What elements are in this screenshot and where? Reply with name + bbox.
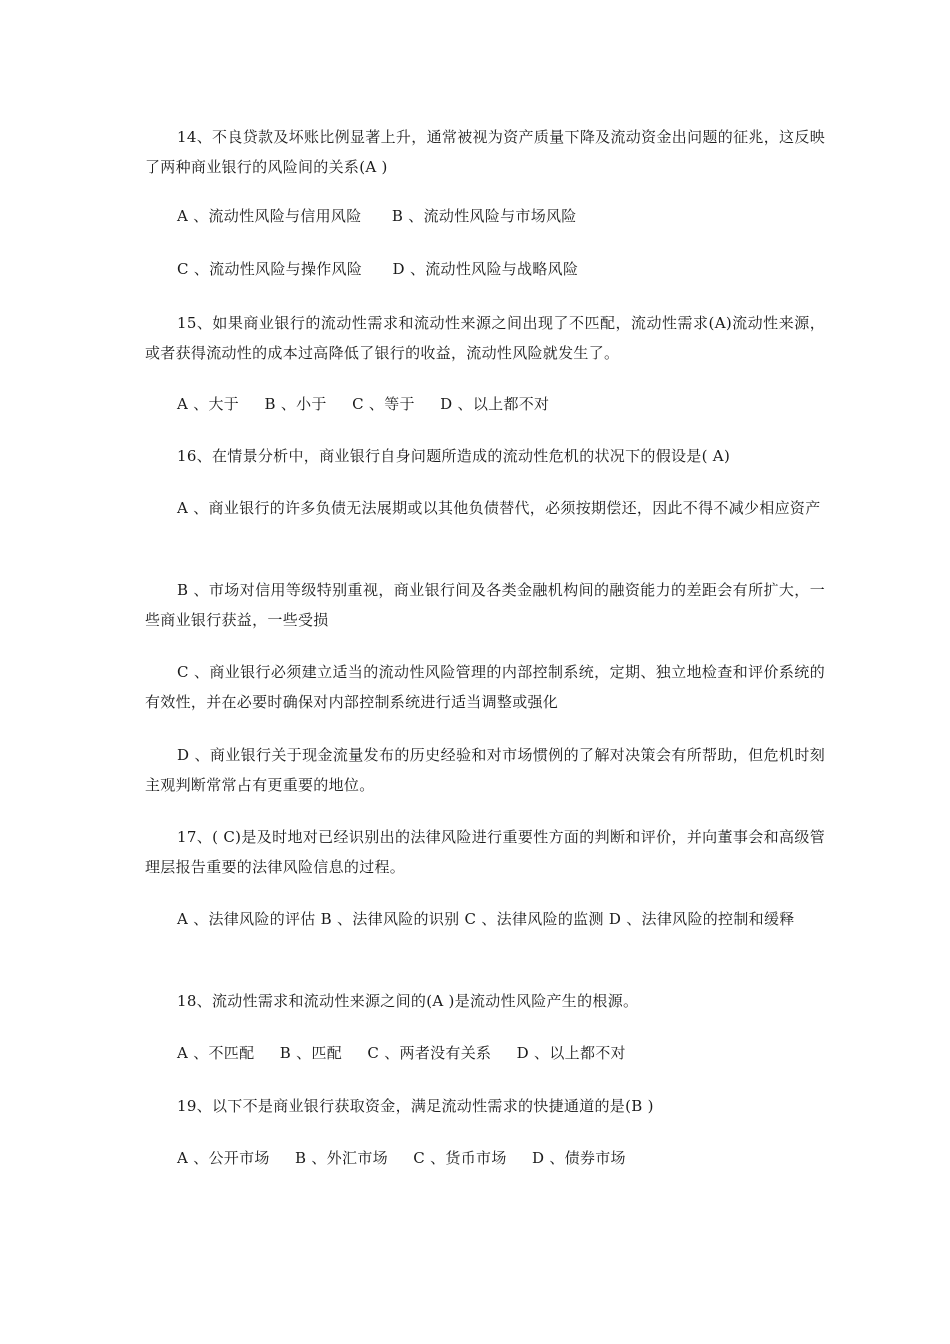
question-17-options: A 、法律风险的评估 B 、法律风险的识别 C 、法律风险的监测 D 、法律风险的控制和缓释 <box>177 910 795 928</box>
question-15-stem: 15、如果商业银行的流动性需求和流动性来源之间出现了不匹配，流动性需求(A)流动性来源，或者获得流动性的成本过高降低了银行的收益，流动性风险就发生了。 <box>145 314 825 362</box>
question-14-options-line2: C 、流动性风险与操作风险 D 、流动性风险与战略风险 <box>177 260 579 278</box>
question-16-option-b: B 、市场对信用等级特别重视，商业银行间及各类金融机构间的融资能力的差距会有所扩大，一些商业银行获益，一些受损 <box>145 581 825 629</box>
question-19-stem: 19、以下不是商业银行获取资金，满足流动性需求的快捷通道的是(B ) <box>177 1097 654 1115</box>
question-17-stem: 17、( C)是及时地对已经识别出的法律风险进行重要性方面的判断和评价，并向董事会和高级管理层报告重要的法律风险信息的过程。 <box>145 828 825 876</box>
question-19-options: A 、公开市场 B 、外汇市场 C 、货币市场 D 、债券市场 <box>177 1149 626 1167</box>
question-15-options: A 、大于 B 、小于 C 、等于 D 、以上都不对 <box>177 395 550 413</box>
question-16-stem: 16、在情景分析中，商业银行自身问题所造成的流动性危机的状况下的假设是( A) <box>177 447 731 465</box>
question-16-option-d: D 、商业银行关于现金流量发布的历史经验和对市场惯例的了解对决策会有所帮助，但危机时刻主观判断常常占有更重要的地位。 <box>145 746 825 794</box>
question-18-options: A 、不匹配 B 、匹配 C 、两者没有关系 D 、以上都不对 <box>177 1044 626 1062</box>
question-14-stem: 14、不良贷款及坏账比例显著上升，通常被视为资产质量下降及流动资金出问题的征兆，这反映了两种商业银行的风险间的关系(A ) <box>145 128 825 176</box>
question-14-options-line1: A 、流动性风险与信用风险 B 、流动性风险与市场风险 <box>177 207 577 225</box>
question-16-option-c: C 、商业银行必须建立适当的流动性风险管理的内部控制系统，定期、独立地检查和评价系统的有效性，并在必要时确保对内部控制系统进行适当调整或强化 <box>145 663 825 711</box>
question-18-stem: 18、流动性需求和流动性来源之间的(A )是流动性风险产生的根源。 <box>177 992 639 1010</box>
question-16-option-a: A 、商业银行的许多负债无法展期或以其他负债替代，必须按期偿还，因此不得不减少相应资产 <box>177 499 821 517</box>
